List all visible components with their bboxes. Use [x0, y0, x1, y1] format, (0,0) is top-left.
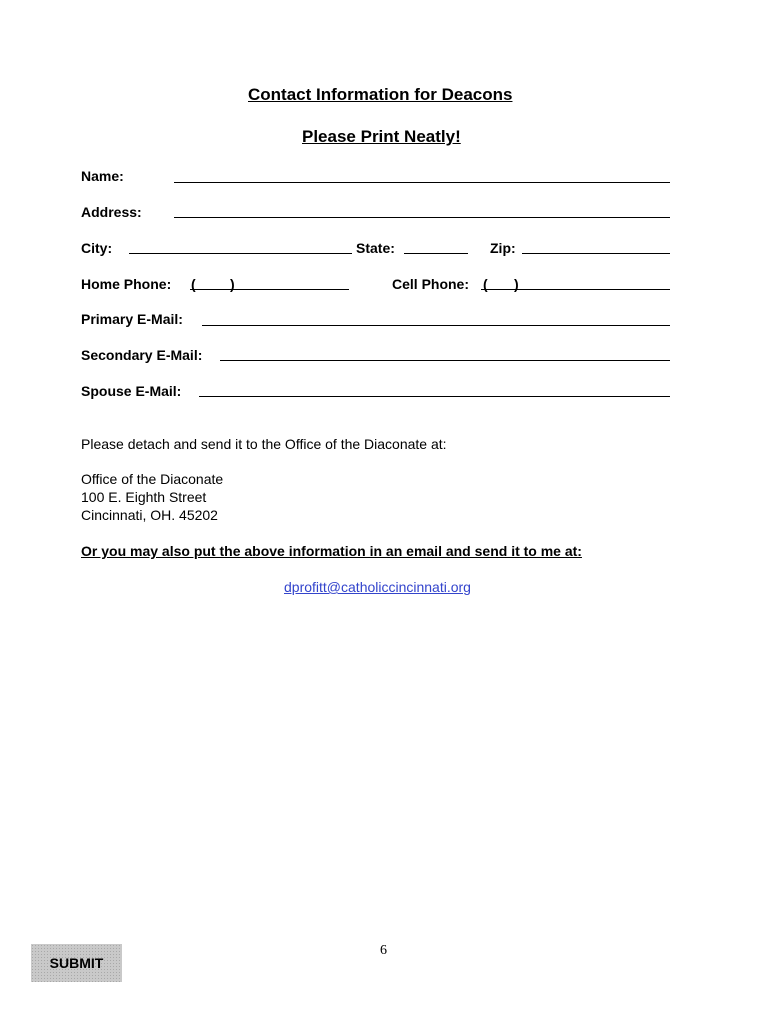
cell-phone-paren-close: ) — [514, 276, 519, 292]
home-phone-paren-open: ( — [191, 276, 196, 292]
address-field[interactable] — [174, 217, 670, 218]
email-link[interactable]: dprofitt@catholiccincinnati.org — [284, 579, 471, 595]
name-field[interactable] — [174, 182, 670, 183]
home-phone-paren-close: ) — [230, 276, 235, 292]
primary-email-field[interactable] — [202, 325, 670, 326]
secondary-email-field[interactable] — [220, 360, 670, 361]
page-number: 6 — [380, 943, 387, 958]
spouse-email-field[interactable] — [199, 396, 670, 397]
form-subtitle: Please Print Neatly! — [302, 127, 461, 146]
state-field[interactable] — [404, 253, 468, 254]
home-phone-label: Home Phone: — [81, 276, 172, 292]
instructions-text: Please detach and send it to the Office of the Diaconate at: — [81, 436, 447, 452]
address-line-3: Cincinnati, OH. 45202 — [81, 507, 218, 523]
zip-field[interactable] — [522, 253, 670, 254]
address-label: Address: — [81, 204, 142, 220]
address-line-2: 100 E. Eighth Street — [81, 489, 207, 505]
primary-email-label: Primary E-Mail: — [81, 311, 183, 327]
cell-phone-label: Cell Phone: — [392, 276, 470, 292]
submit-button[interactable]: SUBMIT — [31, 944, 122, 982]
city-label: City: — [81, 240, 113, 256]
spouse-email-label: Spouse E-Mail: — [81, 383, 182, 399]
cell-phone-field[interactable] — [481, 289, 670, 290]
secondary-email-label: Secondary E-Mail: — [81, 347, 203, 363]
address-line-1: Office of the Diaconate — [81, 471, 224, 487]
city-field[interactable] — [129, 253, 352, 254]
zip-label: Zip: — [490, 240, 516, 256]
cell-phone-paren-open: ( — [483, 276, 488, 292]
email-instruction: Or you may also put the above information in an email and send it to me at: — [81, 543, 582, 559]
home-phone-field[interactable] — [190, 289, 349, 290]
state-label: State: — [356, 240, 395, 256]
name-label: Name: — [81, 168, 124, 184]
form-title: Contact Information for Deacons — [248, 85, 513, 104]
